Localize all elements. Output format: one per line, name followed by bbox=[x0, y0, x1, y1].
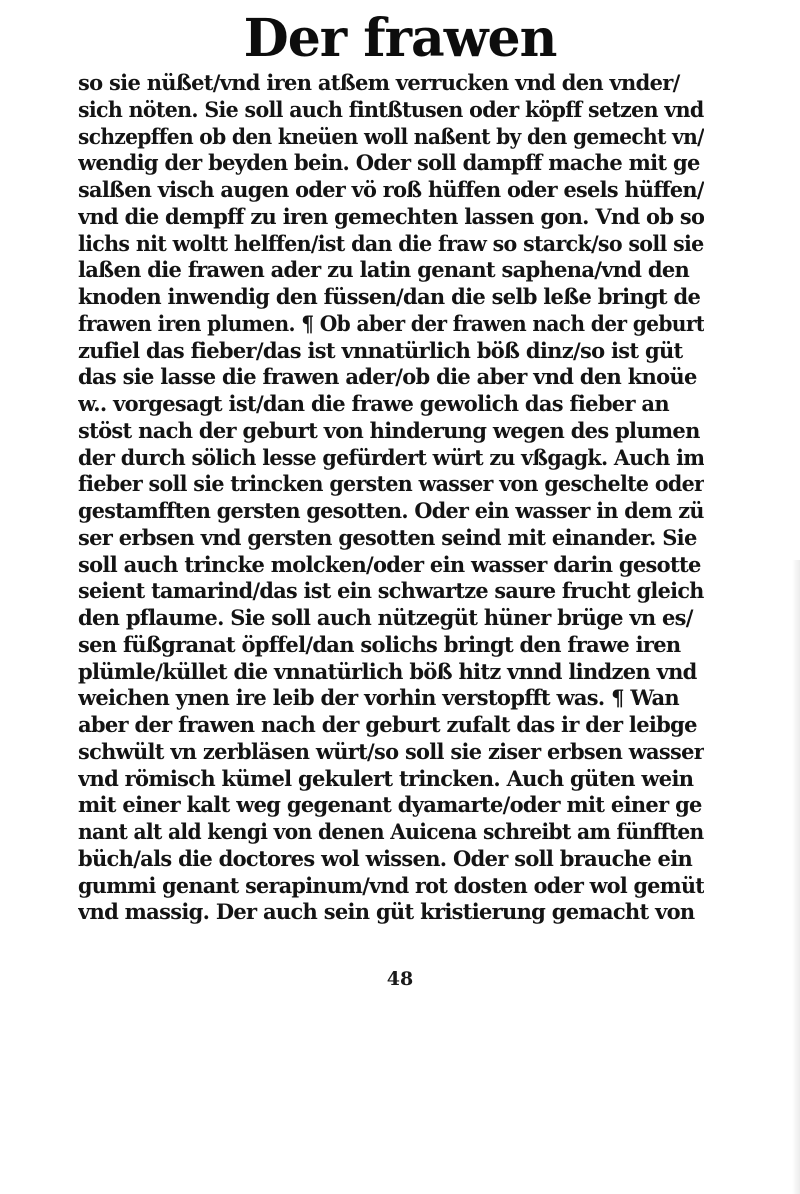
text-line: nant alt ald kengi von denen Auicena schreibt am fünfften bbox=[78, 819, 704, 844]
text-line: das sie lasse die frawen ader/ob die aber vnd den knoüe bbox=[78, 364, 697, 390]
text-line: salßen visch augen oder vö roß hüffen oder esels hüffen/ bbox=[78, 177, 704, 202]
text-line: lichs nit woltt helffen/ist dan die fraw so starck/so soll sie bbox=[78, 230, 704, 256]
text-line: sen füßgranat öpffel/dan solichs bringt den frawe iren bbox=[78, 631, 681, 657]
text-line: mit einer kalt weg gegenant dyamarte/oder mit einer ge bbox=[78, 792, 702, 818]
text-line: vnd massig. Der auch sein güt kristierung gemacht von bbox=[78, 899, 695, 925]
text-line: den pflaume. Sie soll auch nützegüt hüner brüge vn es/ bbox=[78, 605, 693, 630]
text-line: weichen ynen ire leib der vorhin verstopfft was. ¶ Wan bbox=[78, 685, 679, 711]
text-line: laßen die frawen ader zu latin genant saphena/vnd den bbox=[78, 257, 690, 283]
text-line: schzepffen ob den kneüen woll naßent by den gemecht vn/ bbox=[78, 123, 704, 149]
running-head: Der frawen bbox=[243, 8, 557, 69]
text-line: plümle/küllet die vnnatürlich böß hitz vnnd lindzen vnd bbox=[78, 658, 697, 684]
text-line: stöst nach der geburt von hinderung wegen des plumen bbox=[78, 417, 700, 443]
text-line: zufiel das fieber/das ist vnnatürlich böß dinz/so ist güt bbox=[78, 337, 683, 363]
text-line: aber der frawen nach der geburt zufalt das ir der leibge bbox=[78, 712, 697, 737]
text-line: soll auch trincke molcken/oder ein wasser darin gesotte bbox=[78, 551, 701, 577]
text-line: sich nöten. Sie soll auch fintßtusen oder köpff setzen vnd bbox=[78, 96, 704, 122]
text-line: fieber soll sie trincken gersten wasser von geschelte oder bbox=[78, 471, 704, 497]
text-line: ser erbsen vnd gersten gesotten seind mit einander. Sie bbox=[78, 524, 697, 550]
text-line: gummi genant serapinum/vnd rot dosten oder wol gemüt bbox=[78, 872, 704, 898]
text-line: so sie nüßet/vnd iren atßem verrucken vnd den vnder/ bbox=[78, 70, 680, 95]
text-line: seient tamarind/das ist ein schwartze saure frucht gleich bbox=[78, 578, 704, 604]
text-line: vnd die dempff zu iren gemechten lassen gon. Vnd ob so bbox=[78, 203, 704, 229]
text-line: der durch sölich lesse gefürdert würt zu vßgagk. Auch im bbox=[78, 444, 704, 470]
text-line: büch/als die doctores wol wissen. Oder soll brauche ein bbox=[78, 845, 693, 871]
body-text bbox=[78, 70, 704, 926]
page-number: 48 bbox=[386, 968, 414, 990]
text-line: gestamfften gersten gesotten. Oder ein wasser in dem zü bbox=[78, 498, 704, 523]
text-line: knoden inwendig den füssen/dan die selb leße bringt de bbox=[78, 284, 701, 309]
text-line: vnd römisch kümel gekulert trincken. Auch güten wein bbox=[78, 765, 694, 791]
text-line: wendig der beyden bein. Oder soll dampff mache mit ge bbox=[78, 150, 700, 176]
text-line: frawen iren plumen. ¶ Ob aber der frawen nach der geburt bbox=[78, 310, 704, 336]
text-line: w.. vorgesagt ist/dan die frawe gewolich das fieber an bbox=[78, 391, 669, 416]
text-line: schwült vn zerbläsen würt/so soll sie ziser erbsen wasser bbox=[78, 738, 704, 764]
page-edge-shadow bbox=[792, 560, 800, 1194]
